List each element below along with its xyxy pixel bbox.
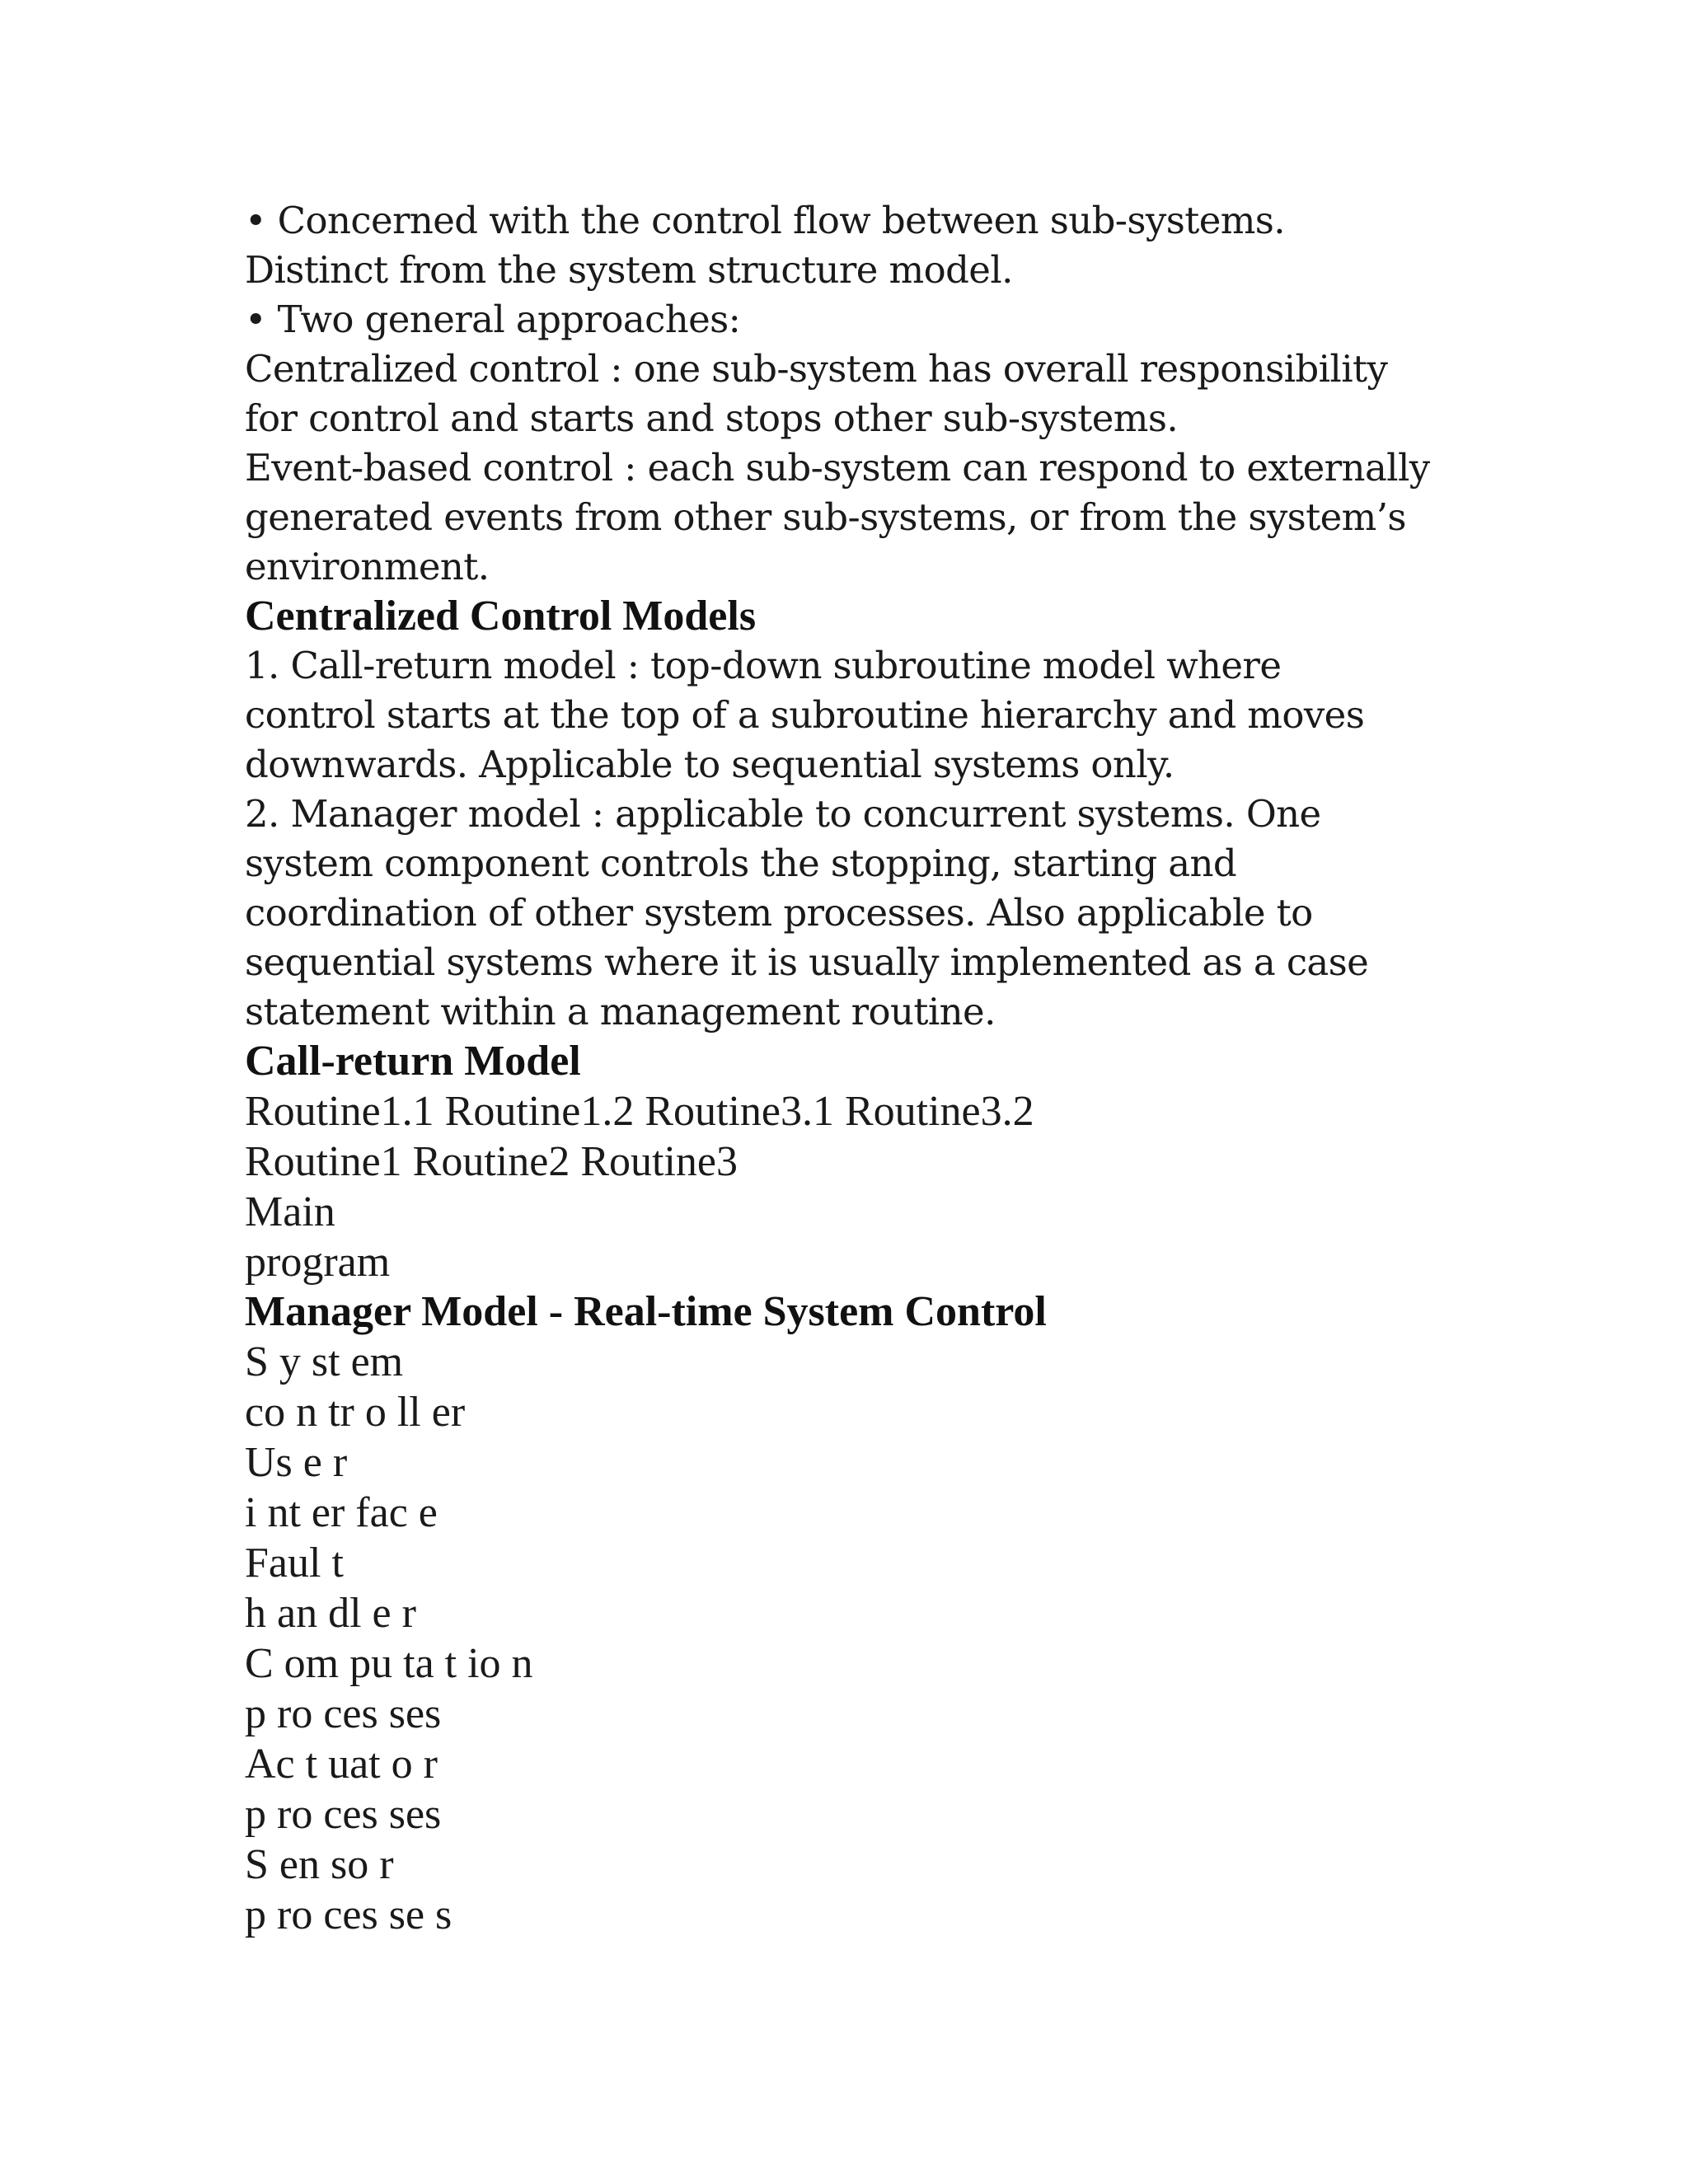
diagram-label-line: Ac t uat o r xyxy=(245,1741,438,1788)
section-heading: Call-return Model xyxy=(245,1038,581,1085)
paragraph-line: coordination of other system processes. Also applicable to xyxy=(245,891,1313,935)
diagram-label-line: Us e r xyxy=(245,1439,348,1486)
centralized-control-line-2: for control and starts and stops other sub-systems. xyxy=(245,396,1179,440)
event-based-control-line-1: Event-based control : each sub-system can respond to externally xyxy=(245,446,1430,490)
diagram-label-line: Routine1.1 Routine1.2 Routine3.1 Routine3.2 xyxy=(245,1088,1034,1135)
paragraph-line: sequential systems where it is usually implemented as a case xyxy=(245,940,1369,984)
paragraph-line: 1. Call-return model : top-down subroutine model where xyxy=(245,644,1282,687)
intro-section xyxy=(245,196,1481,592)
diagram-label-line: program xyxy=(245,1239,391,1286)
centralized-control-line-1: Centralized control : one sub-system has overall responsibility xyxy=(245,347,1388,391)
event-based-control-line-2: generated events from other sub-systems, or from the system’s xyxy=(245,495,1406,539)
section-heading: Manager Model - Real-time System Control xyxy=(245,1288,1047,1335)
call-return-model-section xyxy=(245,1037,1481,1287)
diagram-label-line: S en so r xyxy=(245,1841,394,1888)
diagram-label-line: S y st em xyxy=(245,1338,404,1385)
diagram-label-line: p ro ces ses xyxy=(245,1690,442,1737)
section-heading: Centralized Control Models xyxy=(245,593,757,640)
paragraph-line: control starts at the top of a subroutine hierarchy and moves xyxy=(245,693,1365,737)
paragraph-line: downwards. Applicable to sequential systems only. xyxy=(245,743,1175,786)
diagram-label-line: Routine1 Routine2 Routine3 xyxy=(245,1138,738,1185)
diagram-label-line: p ro ces se s xyxy=(245,1891,452,1938)
paragraph-line: statement within a management routine. xyxy=(245,990,996,1033)
paragraph-line: system component controls the stopping, starting and xyxy=(245,841,1237,885)
event-based-control-line-3: environment. xyxy=(245,545,490,588)
diagram-label-line: C om pu ta t io n xyxy=(245,1640,533,1687)
bullet-control-flow-continued: Distinct from the system structure model. xyxy=(245,248,1013,292)
diagram-label-line: co n tr o ll er xyxy=(245,1389,466,1436)
manager-model-section xyxy=(245,1287,1481,1940)
document-page xyxy=(245,196,1481,1940)
paragraph-line: 2. Manager model : applicable to concurrent systems. One xyxy=(245,792,1321,836)
diagram-label-line: p ro ces ses xyxy=(245,1791,442,1838)
diagram-label-line: Main xyxy=(245,1188,335,1235)
diagram-label-line: i nt er fac e xyxy=(245,1489,438,1536)
centralized-control-models-section xyxy=(245,592,1481,1037)
bullet-control-flow: • Concerned with the control flow between sub-systems. xyxy=(245,199,1285,242)
bullet-two-approaches: • Two general approaches: xyxy=(245,298,741,341)
diagram-label-line: Faul t xyxy=(245,1540,344,1586)
diagram-label-line: h an dl e r xyxy=(245,1590,416,1637)
